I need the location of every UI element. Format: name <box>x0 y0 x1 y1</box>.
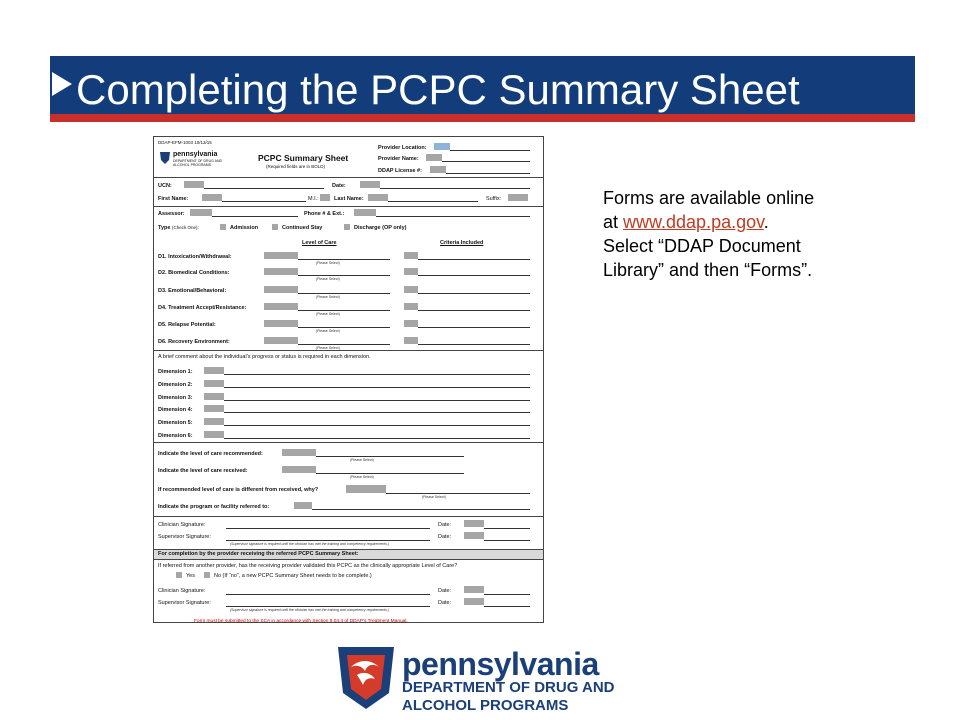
dimension-1-comment-label: Dimension 1: <box>158 369 193 375</box>
d6-criteria-field <box>404 337 418 344</box>
program-referred-field <box>294 502 312 509</box>
mi-label: M.I.: <box>308 196 319 202</box>
mi-field <box>320 194 330 201</box>
dimension-4-comment-label: Dimension 4: <box>158 407 193 413</box>
provider-location-label: Provider Location: <box>378 145 427 151</box>
no-label: No (If “no”, a new PCPC Summary Sheet needs to be complete.) <box>214 573 372 579</box>
last-name-label: Last Name: <box>334 196 364 202</box>
dimension-d3-label: D3. Emotional/Behavioral: <box>158 288 227 294</box>
d1-level-field <box>264 252 298 259</box>
note-line-2: at www.ddap.pa.gov. <box>603 212 769 232</box>
receiving-provider-header: For completion by the provider receiving the referred PCPC Summary Sheet: <box>158 551 359 557</box>
pa-keystone-logo-icon <box>335 645 397 711</box>
loc-recommended-field <box>282 449 316 456</box>
assessor-field <box>190 209 212 216</box>
form-footer: Form must be submitted to the SCA in accordance with Section 9.04.4 of DDAP’s Treatment Manual. <box>194 619 408 624</box>
d2-criteria-field <box>404 268 418 275</box>
yes-label: Yes <box>186 573 195 579</box>
keystone-icon <box>159 151 171 165</box>
d1-criteria-field <box>404 252 418 259</box>
supervisor-signature-label-2: Supervisor Signature: <box>158 600 211 606</box>
clinician-date-label: Date: <box>438 522 452 528</box>
loc-different-label: If recommended level of care is different from received, why? <box>158 487 319 493</box>
dimension-6-comment-label: Dimension 6: <box>158 433 193 439</box>
dimension-d6-label: D6. Recovery Environment: <box>158 339 230 345</box>
pa-logo-name: pennsylvania <box>402 646 599 682</box>
loc-received-field <box>282 466 316 473</box>
pa-logo-dept-line2: ALCOHOL PROGRAMS <box>402 697 569 714</box>
ucn-label: UCN: <box>158 183 172 189</box>
continued-stay-checkbox <box>272 224 278 230</box>
note-line-3: Select “DDAP Document <box>603 236 801 256</box>
admission-checkbox <box>220 224 226 230</box>
clinician-date-label-2: Date: <box>438 588 452 594</box>
pa-logo-dept-line1: DEPARTMENT OF DRUG AND <box>402 679 615 696</box>
d2-please-select: (Please Select) <box>316 277 340 281</box>
d6-please-select: (Please Select) <box>316 346 340 350</box>
form-logo-name: pennsylvania <box>173 151 218 158</box>
first-name-field <box>202 194 222 201</box>
first-name-label: First Name: <box>158 196 189 202</box>
note-line-4: Library” and then “Forms”. <box>603 260 813 280</box>
d5-criteria-field <box>404 320 418 327</box>
form-logo-dept2: ALCOHOL PROGRAMS <box>173 163 211 167</box>
form-subtitle: (Required fields are in BOLD) <box>266 164 326 169</box>
d5-level-field <box>264 320 298 327</box>
d3-criteria-field <box>404 286 418 293</box>
provider-name-field <box>426 154 442 161</box>
discharge-label: Discharge (OP only) <box>354 225 407 231</box>
loc-different-field <box>346 485 386 493</box>
suffix-label: Suffix: <box>486 196 502 202</box>
phone-label: Phone # & Ext.: <box>304 211 345 217</box>
note-line-1: Forms are available online <box>603 188 815 208</box>
pcpc-summary-form-image <box>153 136 544 623</box>
dimension-d2-label: D2. Biomedical Conditions: <box>158 270 230 276</box>
d3-please-select: (Please Select) <box>316 295 340 299</box>
accent-line <box>50 114 915 122</box>
clinician-signature-label: Clinician Signature: <box>158 522 206 528</box>
dimension-d5-label: D5. Relapse Potential: <box>158 322 216 328</box>
loc-recommended-please-select: (Please Select) <box>350 458 374 462</box>
receiving-question: If referred from another provider, has the receiving provider validated this PCPC as the clinically appropriate Level of Care? <box>158 563 458 569</box>
loc-recommended-label: Indicate the level of care recommended: <box>158 451 263 457</box>
ddap-license-field <box>430 166 446 173</box>
assessor-label: Assessor: <box>158 211 185 217</box>
d5-please-select: (Please Select) <box>316 329 340 333</box>
d4-please-select: (Please Select) <box>316 312 340 316</box>
provider-location-field <box>434 143 450 150</box>
no-checkbox <box>204 572 210 578</box>
yes-checkbox <box>176 572 182 578</box>
d6-level-field <box>264 337 298 344</box>
arrow-bullet-icon <box>52 72 72 96</box>
admission-label: Admission <box>230 225 259 231</box>
d1-please-select: (Please Select) <box>316 261 340 265</box>
supervisor-note: (Supervisor signature is required until the clinician has met the training and competency requirements.) <box>230 542 390 546</box>
supervisor-note-2: (Supervisor signature is required until the clinician has met the training and competency requirements.) <box>230 608 390 612</box>
program-referred-label: Indicate the program or facility referred to: <box>158 504 270 510</box>
ddap-license-label: DDAP License #: <box>378 168 422 174</box>
dimension-5-comment-label: Dimension 5: <box>158 420 193 426</box>
d4-criteria-field <box>404 303 418 310</box>
clinician-signature-label-2: Clinician Signature: <box>158 588 206 594</box>
continued-stay-label: Continued Stay <box>282 225 323 231</box>
loc-received-label: Indicate the level of care received: <box>158 468 248 474</box>
date-field <box>360 181 380 188</box>
date-label: Date: <box>332 183 346 189</box>
dimension-d1-label: D1. Intoxication/Withdrawal: <box>158 254 232 260</box>
supervisor-date-label: Date: <box>438 534 452 540</box>
forms-availability-note <box>603 186 903 282</box>
dimension-3-comment-label: Dimension 3: <box>158 395 193 401</box>
slide-title: Completing the PCPC Summary Sheet <box>76 66 800 113</box>
ucn-field <box>184 181 204 188</box>
supervisor-date-label-2: Date: <box>438 600 452 606</box>
criteria-included-header: Criteria Included <box>440 240 484 246</box>
level-of-care-header: Level of Care <box>302 240 337 246</box>
suffix-field <box>508 194 528 201</box>
dimension-d4-label: D4. Treatment Accept/Resistance: <box>158 305 247 311</box>
dimension-2-comment-label: Dimension 2: <box>158 382 193 388</box>
comment-instruction: A brief comment about the individual’s progress or status is required in each dimension. <box>158 354 371 360</box>
provider-name-label: Provider Name: <box>378 156 419 162</box>
d2-level-field <box>264 268 298 275</box>
form-id: DDAP-EFM-1003 10/13/15 <box>158 140 212 145</box>
form-title: PCPC Summary Sheet <box>258 153 349 163</box>
supervisor-signature-label: Supervisor Signature: <box>158 534 211 540</box>
loc-received-please-select: (Please Select) <box>350 475 374 479</box>
last-name-field <box>368 194 388 201</box>
d4-level-field <box>264 303 298 310</box>
type-label: Type (Check One): <box>158 225 199 231</box>
d3-level-field <box>264 286 298 293</box>
form-logo-dept1: DEPARTMENT OF DRUG AND <box>173 159 223 163</box>
phone-field <box>354 209 376 216</box>
ddap-website-link[interactable]: www.ddap.pa.gov <box>623 212 764 232</box>
discharge-checkbox <box>344 224 350 230</box>
loc-different-please-select: (Please Select) <box>422 495 446 499</box>
